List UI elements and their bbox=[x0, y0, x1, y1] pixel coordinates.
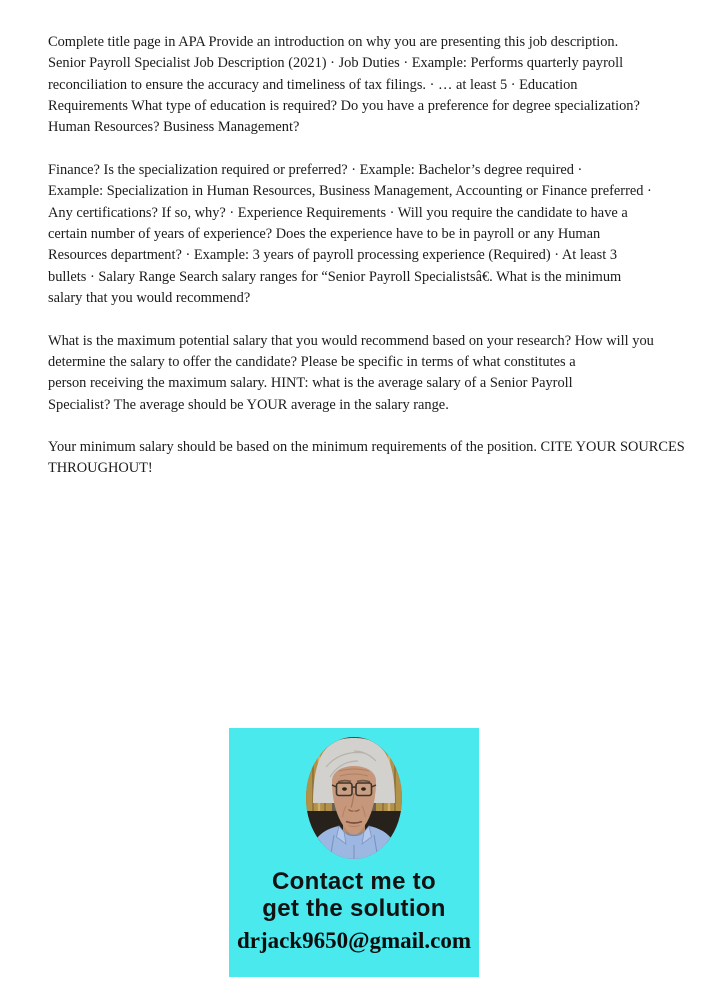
text-line: certain number of years of experience? Does the experience have to be in payroll or any Human bbox=[48, 225, 601, 242]
promo-heading-line2: get the solution bbox=[262, 895, 446, 922]
paragraph bbox=[48, 437, 685, 480]
paragraph bbox=[48, 32, 685, 139]
text-line: Specialist? The average should be YOUR average in the salary range. bbox=[48, 396, 449, 413]
text-line: Your minimum salary should be based on the minimum requirements of the position. CITE YOUR SOURCES bbox=[48, 439, 685, 456]
text-line: Example: Specialization in Human Resources, Business Management, Accounting or Finance preferred · bbox=[48, 183, 652, 200]
text-line: determine the salary to offer the candidate? Please be specific in terms of what constitutes a bbox=[48, 353, 576, 370]
tutor-portrait-photo bbox=[306, 737, 402, 859]
text-line: Requirements What type of education is required? Do you have a preference for degree specialization? bbox=[48, 97, 640, 114]
text-line: Resources department? · Example: 3 years of payroll processing experience (Required) · At least 3 bbox=[48, 247, 618, 264]
contact-promo-box bbox=[229, 728, 479, 977]
text-line: reconciliation to ensure the accuracy and timeliness of tax filings. · … at least 5 · Education bbox=[48, 76, 578, 93]
document-text bbox=[48, 32, 685, 480]
contact-email: drjack9650@gmail.com bbox=[236, 928, 472, 953]
text-line: THROUGHOUT! bbox=[48, 460, 153, 477]
promo-heading-line1: Contact me to bbox=[272, 868, 436, 895]
text-line: What is the maximum potential salary that you would recommend based on your research? How will you bbox=[48, 332, 654, 349]
paragraph bbox=[48, 160, 685, 309]
paragraph bbox=[48, 331, 685, 416]
text-line: Senior Payroll Specialist Job Description (2021) · Job Duties · Example: Performs quarterly payroll bbox=[48, 55, 624, 72]
text-line: Finance? Is the specialization required or preferred? · Example: Bachelor’s degree required · bbox=[48, 161, 583, 178]
text-line: Human Resources? Business Management? bbox=[48, 119, 300, 136]
text-line: Any certifications? If so, why? · Experience Requirements · Will you require the candidate to have a bbox=[48, 204, 628, 221]
text-line: salary that you would recommend? bbox=[48, 289, 251, 306]
text-line: person receiving the maximum salary. HINT: what is the average salary of a Senior Payroll bbox=[48, 375, 573, 392]
text-line: bullets · Salary Range Search salary ranges for “Senior Payroll Specialistsâ€. What is the minimum bbox=[48, 268, 622, 285]
portrait-photo-graphic bbox=[306, 737, 402, 859]
text-line: Complete title page in APA Provide an introduction on why you are presenting this job description. bbox=[48, 34, 619, 50]
